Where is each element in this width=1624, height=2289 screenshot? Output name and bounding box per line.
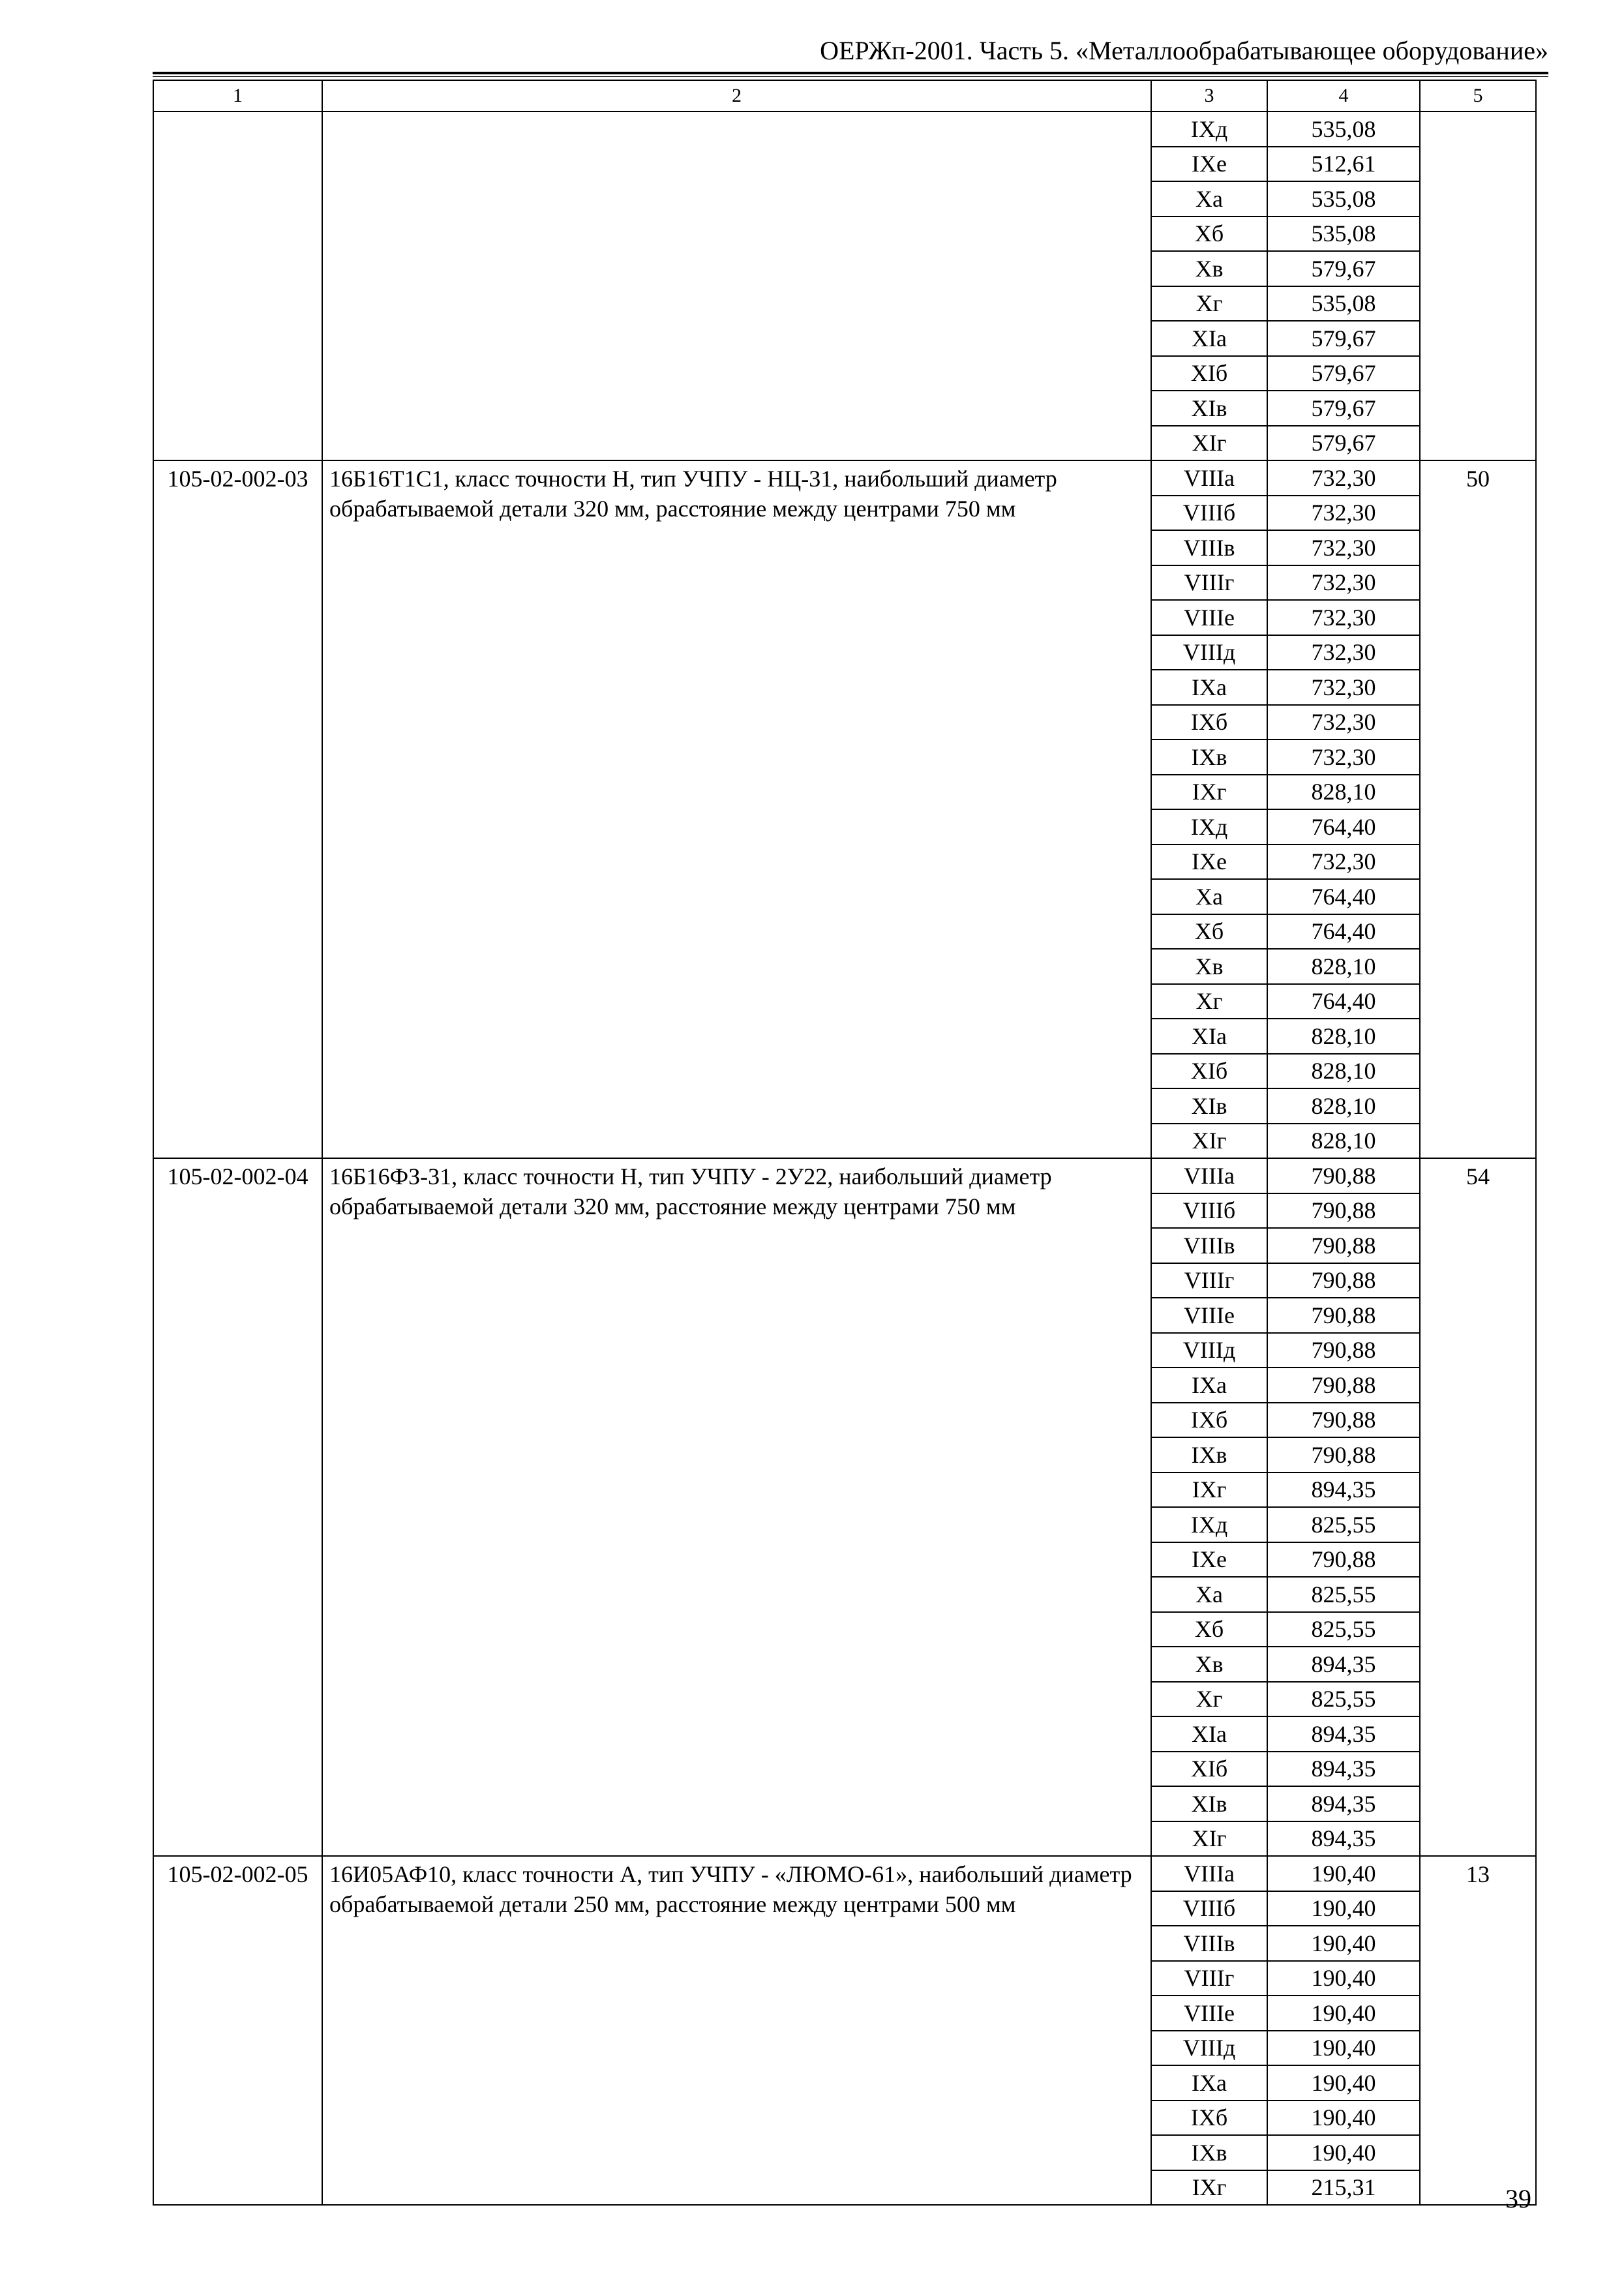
price-cell: 790,88	[1267, 1542, 1420, 1578]
price-cell: 790,88	[1267, 1193, 1420, 1229]
grade-cell: XIб	[1151, 1752, 1267, 1787]
grade-cell: XIб	[1151, 356, 1267, 391]
price-cell: 894,35	[1267, 1786, 1420, 1821]
grade-cell: XIб	[1151, 1054, 1267, 1089]
column-header-3: 3	[1151, 80, 1267, 112]
table-row	[153, 1158, 1536, 1193]
price-cell: 894,35	[1267, 1716, 1420, 1752]
item-value	[1420, 112, 1536, 460]
grade-cell: Xб	[1151, 914, 1267, 950]
grade-cell: IXа	[1151, 670, 1267, 705]
grade-cell: IXг	[1151, 2170, 1267, 2206]
price-cell: 579,67	[1267, 391, 1420, 426]
price-cell: 790,88	[1267, 1228, 1420, 1263]
grade-cell: VIIIе	[1151, 1996, 1267, 2031]
grade-cell: IXд	[1151, 112, 1267, 147]
price-cell: 764,40	[1267, 914, 1420, 950]
grade-cell: Xб	[1151, 217, 1267, 252]
grade-cell: XIв	[1151, 391, 1267, 426]
grade-cell: VIIIе	[1151, 600, 1267, 635]
grade-cell: Xг	[1151, 1682, 1267, 1717]
grade-cell: VIIIд	[1151, 2031, 1267, 2066]
price-cell: 732,30	[1267, 635, 1420, 670]
item-description: 16Б16ФЗ-31, класс точности Н, тип УЧПУ - 2У22, наибольший диаметр обрабатываемой детали 320 мм, расстояние между центрами 750 мм	[322, 1158, 1151, 1856]
grade-cell: IXе	[1151, 147, 1267, 182]
price-cell: 828,10	[1267, 1124, 1420, 1159]
grade-cell: VIIIа	[1151, 1856, 1267, 1891]
price-cell: 894,35	[1267, 1821, 1420, 1857]
grade-cell: IXв	[1151, 2135, 1267, 2170]
grade-cell: Xа	[1151, 1577, 1267, 1612]
price-cell: 732,30	[1267, 530, 1420, 565]
price-cell: 764,40	[1267, 879, 1420, 914]
grade-cell: XIг	[1151, 1124, 1267, 1159]
grade-cell: VIIIб	[1151, 496, 1267, 531]
price-cell: 825,55	[1267, 1507, 1420, 1542]
item-value: 54	[1420, 1158, 1536, 1856]
price-cell: 732,30	[1267, 845, 1420, 880]
grade-cell: VIIIд	[1151, 635, 1267, 670]
price-cell: 825,55	[1267, 1682, 1420, 1717]
grade-cell: XIа	[1151, 1716, 1267, 1752]
price-cell: 190,40	[1267, 1856, 1420, 1891]
price-cell: 535,08	[1267, 181, 1420, 217]
grade-cell: VIIIг	[1151, 1961, 1267, 1996]
grade-cell: Xб	[1151, 1612, 1267, 1647]
price-cell: 535,08	[1267, 217, 1420, 252]
price-cell: 790,88	[1267, 1403, 1420, 1438]
item-description: 16Б16Т1С1, класс точности Н, тип УЧПУ - НЦ-31, наибольший диаметр обрабатываемой детали 320 мм, расстояние между центрами 750 мм	[322, 460, 1151, 1158]
price-cell: 732,30	[1267, 670, 1420, 705]
grade-cell: VIIIб	[1151, 1193, 1267, 1229]
item-description	[322, 112, 1151, 460]
price-cell: 828,10	[1267, 949, 1420, 984]
item-value: 13	[1420, 1856, 1536, 2205]
price-cell: 535,08	[1267, 112, 1420, 147]
price-cell: 828,10	[1267, 1054, 1420, 1089]
grade-cell: XIг	[1151, 426, 1267, 461]
price-cell: 190,40	[1267, 2065, 1420, 2101]
grade-cell: VIIIг	[1151, 565, 1267, 601]
price-cell: 535,08	[1267, 286, 1420, 322]
item-description: 16И05АФ10, класс точности А, тип УЧПУ - «ЛЮМО-61», наибольший диаметр обрабатываемой детали 250 мм, расстояние между центрами 500 мм	[322, 1856, 1151, 2205]
price-cell: 825,55	[1267, 1577, 1420, 1612]
grade-cell: VIIIа	[1151, 1158, 1267, 1193]
grade-cell: IXд	[1151, 809, 1267, 845]
column-header-4: 4	[1267, 80, 1420, 112]
price-cell: 764,40	[1267, 809, 1420, 845]
price-cell: 790,88	[1267, 1333, 1420, 1368]
item-value: 50	[1420, 460, 1536, 1158]
page-header-title: ОЕРЖп-2001. Часть 5. «Металлообрабатывающее оборудование»	[820, 36, 1548, 65]
table-body	[153, 80, 1536, 2205]
price-cell: 790,88	[1267, 1437, 1420, 1473]
grade-cell: IXд	[1151, 1507, 1267, 1542]
grade-cell: IXе	[1151, 845, 1267, 880]
grade-cell: IXг	[1151, 775, 1267, 810]
price-cell: 732,30	[1267, 496, 1420, 531]
grade-cell: VIIIа	[1151, 460, 1267, 496]
price-cell: 828,10	[1267, 1088, 1420, 1124]
grade-cell: Xа	[1151, 181, 1267, 217]
header-rule-thin	[153, 76, 1548, 77]
price-cell: 579,67	[1267, 321, 1420, 356]
column-header-1: 1	[153, 80, 322, 112]
price-cell: 190,40	[1267, 2101, 1420, 2136]
price-cell: 732,30	[1267, 600, 1420, 635]
table-row	[153, 460, 1536, 496]
price-cell: 732,30	[1267, 740, 1420, 775]
grade-cell: VIIIб	[1151, 1891, 1267, 1926]
grade-cell: VIIIв	[1151, 1228, 1267, 1263]
price-cell: 190,40	[1267, 1926, 1420, 1961]
grade-cell: XIв	[1151, 1786, 1267, 1821]
price-cell: 579,67	[1267, 356, 1420, 391]
column-header-row	[153, 80, 1536, 112]
price-cell: 828,10	[1267, 775, 1420, 810]
price-cell: 894,35	[1267, 1647, 1420, 1682]
item-code: 105-02-002-04	[153, 1158, 322, 1856]
grade-cell: XIа	[1151, 321, 1267, 356]
price-cell: 512,61	[1267, 147, 1420, 182]
grade-cell: Xв	[1151, 251, 1267, 286]
price-cell: 579,67	[1267, 426, 1420, 461]
price-cell: 579,67	[1267, 251, 1420, 286]
price-cell: 790,88	[1267, 1298, 1420, 1333]
item-code: 105-02-002-05	[153, 1856, 322, 2205]
grade-cell: VIIIв	[1151, 1926, 1267, 1961]
table-row	[153, 1856, 1536, 1891]
grade-cell: Xв	[1151, 1647, 1267, 1682]
price-cell: 190,40	[1267, 2135, 1420, 2170]
grade-cell: VIIIг	[1151, 1263, 1267, 1298]
grade-cell: IXа	[1151, 2065, 1267, 2101]
grade-cell: IXб	[1151, 705, 1267, 740]
item-code	[153, 112, 322, 460]
grade-cell: VIIIв	[1151, 530, 1267, 565]
price-cell: 190,40	[1267, 1996, 1420, 2031]
grade-cell: Xг	[1151, 286, 1267, 322]
grade-cell: XIг	[1151, 1821, 1267, 1857]
price-cell: 894,35	[1267, 1752, 1420, 1787]
grade-cell: Xа	[1151, 879, 1267, 914]
column-header-5: 5	[1420, 80, 1536, 112]
page-number: 39	[1505, 2184, 1531, 2213]
grade-cell: VIIIе	[1151, 1298, 1267, 1333]
table-row	[153, 112, 1536, 147]
price-cell: 190,40	[1267, 2031, 1420, 2066]
item-code: 105-02-002-03	[153, 460, 322, 1158]
grade-cell: Xг	[1151, 984, 1267, 1019]
price-cell: 790,88	[1267, 1263, 1420, 1298]
grade-cell: XIв	[1151, 1088, 1267, 1124]
price-cell: 825,55	[1267, 1612, 1420, 1647]
price-cell: 190,40	[1267, 1961, 1420, 1996]
price-cell: 790,88	[1267, 1158, 1420, 1193]
price-cell: 790,88	[1267, 1368, 1420, 1403]
grade-cell: IXв	[1151, 1437, 1267, 1473]
grade-cell: XIа	[1151, 1019, 1267, 1054]
price-cell: 732,30	[1267, 460, 1420, 496]
price-cell: 215,31	[1267, 2170, 1420, 2206]
grade-cell: IXб	[1151, 1403, 1267, 1438]
grade-cell: IXа	[1151, 1368, 1267, 1403]
grade-cell: IXг	[1151, 1473, 1267, 1508]
price-cell: 894,35	[1267, 1473, 1420, 1508]
grade-cell: VIIIд	[1151, 1333, 1267, 1368]
price-cell: 732,30	[1267, 705, 1420, 740]
grade-cell: Xв	[1151, 949, 1267, 984]
column-header-2: 2	[322, 80, 1151, 112]
price-cell: 828,10	[1267, 1019, 1420, 1054]
price-cell: 732,30	[1267, 565, 1420, 601]
grade-cell: IXв	[1151, 740, 1267, 775]
price-cell: 764,40	[1267, 984, 1420, 1019]
grade-cell: IXб	[1151, 2101, 1267, 2136]
header-rule	[153, 72, 1548, 74]
grade-cell: IXе	[1151, 1542, 1267, 1578]
rates-table	[153, 80, 1537, 2206]
price-cell: 190,40	[1267, 1891, 1420, 1926]
